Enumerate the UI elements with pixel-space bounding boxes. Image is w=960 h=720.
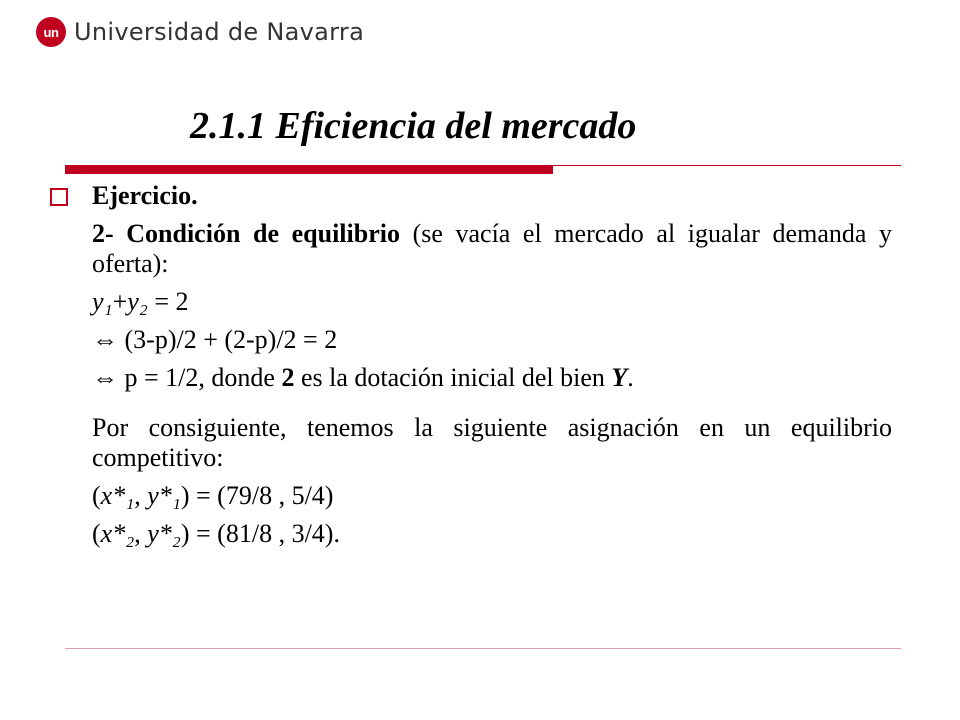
var-x1-star: x*₁ (100, 481, 135, 510)
comma-sep: , (134, 481, 148, 510)
exercise-heading: Ejercicio. (92, 181, 198, 210)
slide-body (92, 181, 892, 549)
market-clearing-equation (92, 287, 892, 317)
allocation-agent-2 (92, 519, 892, 549)
plus-sign: + (112, 287, 128, 316)
allocation-values: ) = (81/8 , 3/4). (180, 519, 340, 548)
endowment-text: es la dotación inicial del bien (294, 363, 612, 392)
allocation-values: ) = (79/8 , 5/4) (180, 481, 334, 510)
good-y-label: Y (611, 363, 628, 392)
square-bullet-icon (50, 188, 68, 206)
allocation-agent-1 (92, 481, 892, 511)
paren-open: ( (92, 519, 101, 548)
endowment-value: 2 (281, 363, 295, 392)
var-y1-star: y*₁ (147, 481, 181, 510)
logo-wordmark: Universidad de Navarra (74, 18, 365, 46)
equilibrium-condition (92, 219, 892, 279)
logo-mark-icon: un (36, 17, 66, 47)
price-text: ⇔ p = 1/2, donde (92, 363, 282, 392)
condition-text: (se vacía el mercado al igualar demanda y oferta): (92, 219, 893, 278)
title-rule-thick (65, 165, 553, 174)
allocation-intro: Por consiguiente, tenemos la siguiente asignación en un equilibrio competitivo: (92, 413, 892, 472)
var-x2-star: x*₂ (100, 519, 135, 548)
condition-label: 2- Condición de equilibrio (92, 219, 400, 248)
price-solution (92, 363, 892, 393)
slide-title: 2.1.1 Eficiencia del mercado (190, 105, 637, 147)
var-y1: y₁ (92, 287, 113, 316)
paren-open: ( (92, 481, 101, 510)
university-logo (36, 12, 364, 52)
equation-rhs: = 2 (147, 287, 189, 316)
var-y2-star: y*₂ (147, 519, 181, 548)
footer-rule (65, 648, 901, 649)
comma-sep: , (134, 519, 148, 548)
var-y2: y₂ (127, 287, 148, 316)
sentence-end: . (627, 363, 634, 392)
demand-equation: ⇔ (3-p)/2 + (2-p)/2 = 2 (92, 325, 338, 354)
